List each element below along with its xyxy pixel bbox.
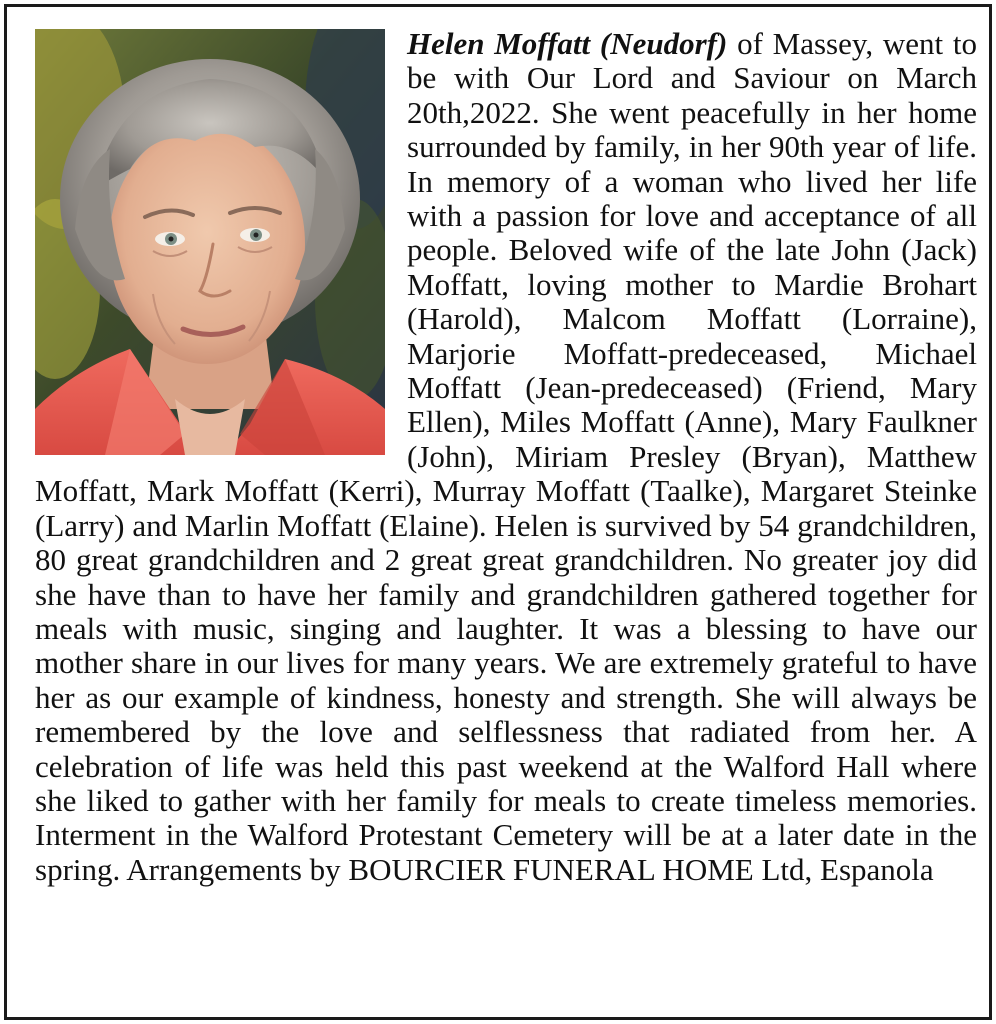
portrait-illustration [35, 29, 385, 455]
portrait-photo [35, 29, 385, 455]
obituary-body [35, 27, 977, 887]
obituary-paragraph: of Massey, went to be with Our Lord and Saviour on March 20th,2022. She went peacefully in her home surrounded by family, in her 90th year of life. In memory of a woman who lived her life with a passion for love and acceptance of all people. Beloved wife of the late John (Jack) Moffatt, loving mother to Mardie Brohart (Harold), Malcom Moffatt (Lorraine), Marjorie Moffatt-predeceased, Michael Moffatt (Jean-predeceased) (Friend, Mary Ellen), Miles Moffatt (Anne), Mary Faulkner (John), Miriam Presley (Bryan), Matthew Moffatt, Mark Moffatt (Kerri), Murray Moffatt (Taalke), Margaret Steinke (Larry) and Marlin Moffatt (Elaine). Helen is survived by 54 grandchildren, 80 great grandchildren and 2 great great grandchildren. No greater joy did she have than to have her family and grandchildren gathered together for meals with music, singing and laughter. It was a blessing to have our mother share in our lives for many years. We are extremely grateful to have her as our example of kindness, honesty and strength. She will always be remembered by the love and selflessness that radiated from her. A celebration of life was held this past weekend at the Walford Hall where she liked to gather with her family for meals to create timeless memories. Interment in the Walford Protestant Cemetery will be at a later date in the spring. Arrangements by BOURCIER FUNERAL HOME Ltd, Espanola [35, 26, 977, 887]
obituary-frame [4, 4, 992, 1020]
deceased-name: Helen Moffatt (Neudorf) [407, 26, 728, 61]
